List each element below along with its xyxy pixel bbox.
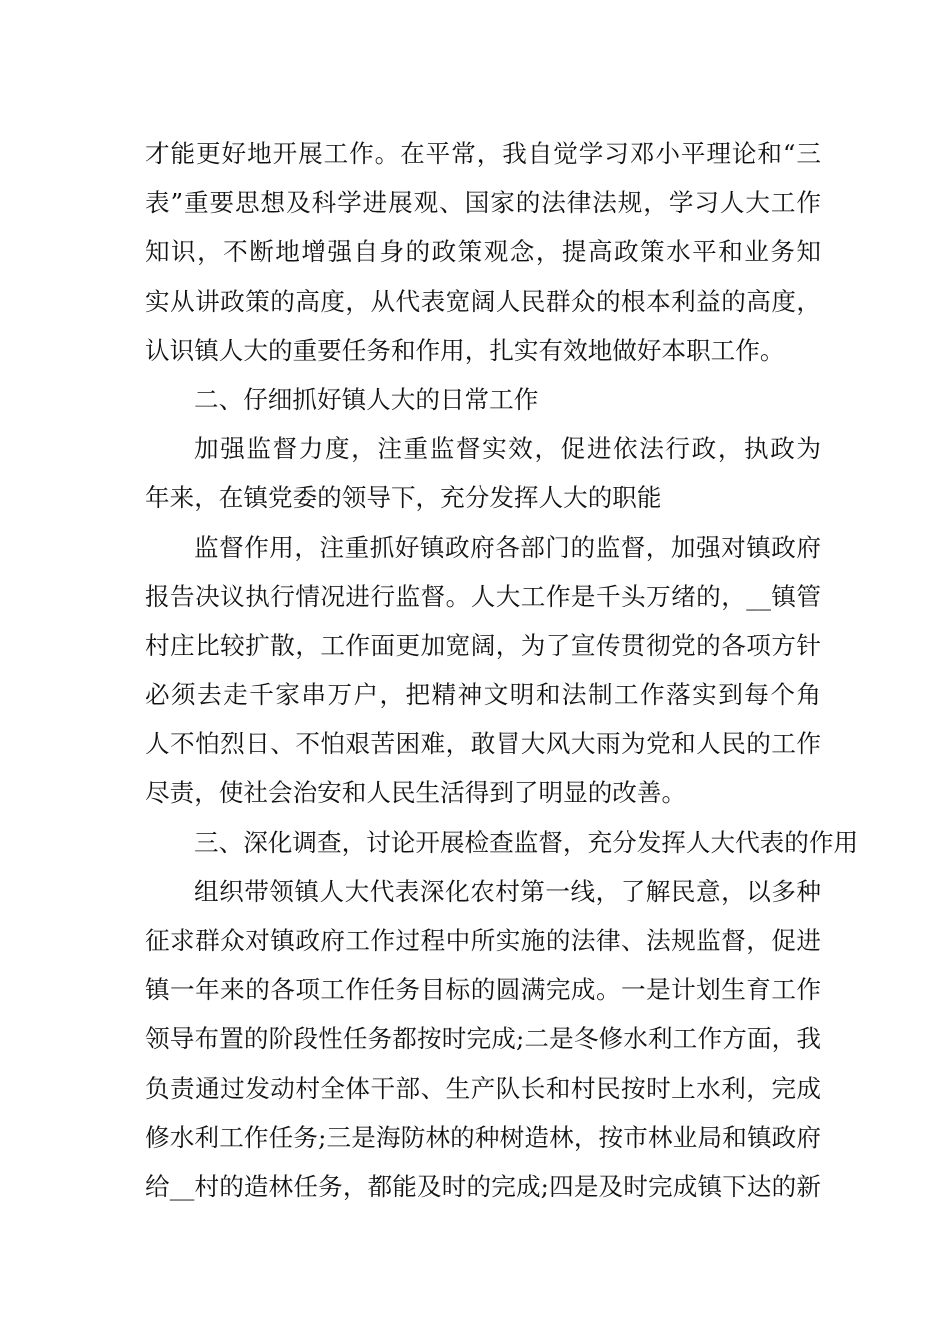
body-line: 知识，不断地增强自身的政策观念，提高政策水平和业务知 (145, 237, 821, 267)
body-line: 尽责，使社会治安和人民生活得到了明显的改善。 (145, 778, 687, 808)
body-line: 给__村的造林任务，都能及时的完成;四是及时完成镇下达的新 (145, 1171, 821, 1201)
body-line: 征求群众对镇政府工作过程中所实施的法律、法规监督，促进 (145, 926, 821, 955)
body-line: 负责通过发动村全体干部、生产队长和村民按时上水利，完成 (145, 1073, 821, 1103)
section-heading: 二、仔细抓好镇人大的日常工作 (194, 384, 539, 414)
body-line: 必须去走千家串万户，把精神文明和法制工作落实到每个角 (145, 680, 821, 710)
body-line: 修水利工作任务;三是海防林的种树造林，按市林业局和镇政府 (145, 1122, 821, 1152)
body-line: 表”重要思想及科学进展观、国家的法律法规，学习人大工作 (145, 188, 821, 218)
body-line: 监督作用，注重抓好镇政府各部门的监督，加强对镇政府 (194, 532, 821, 562)
body-line: 村庄比较扩散，工作面更加宽阔，为了宣传贯彻党的各项方针 (145, 630, 821, 660)
body-line: 实从讲政策的高度，从代表宽阔人民群众的根本利益的高度， (145, 286, 821, 316)
section-heading: 三、深化调查，讨论开展检查监督，充分发挥人大代表的作用 (194, 827, 859, 857)
body-line: 报告决议执行情况进行监督。人大工作是千头万绪的，__镇管 (145, 581, 821, 611)
body-line: 领导布置的阶段性任务都按时完成;二是冬修水利工作方面，我 (145, 1024, 821, 1054)
body-line: 镇一年来的各项工作任务目标的圆满完成。一是计划生育工作 (145, 975, 821, 1005)
body-line: 加强监督力度，注重监督实效，促进依法行政，执政为 (194, 434, 821, 464)
body-line: 才能更好地开展工作。在平常，我自觉学习邓小平理论和“三 (145, 139, 821, 168)
body-line: 认识镇人大的重要任务和作用，扎实有效地做好本职工作。 (145, 335, 785, 365)
document-body (145, 129, 859, 1211)
body-line: 人不怕烈日、不怕艰苦困难，敢冒大风大雨为党和人民的工作 (145, 729, 821, 759)
body-line: 组织带领镇人大代表深化农村第一线，了解民意，以多种 (194, 876, 821, 906)
body-line: 年来，在镇党委的领导下，充分发挥人大的职能 (145, 483, 662, 513)
